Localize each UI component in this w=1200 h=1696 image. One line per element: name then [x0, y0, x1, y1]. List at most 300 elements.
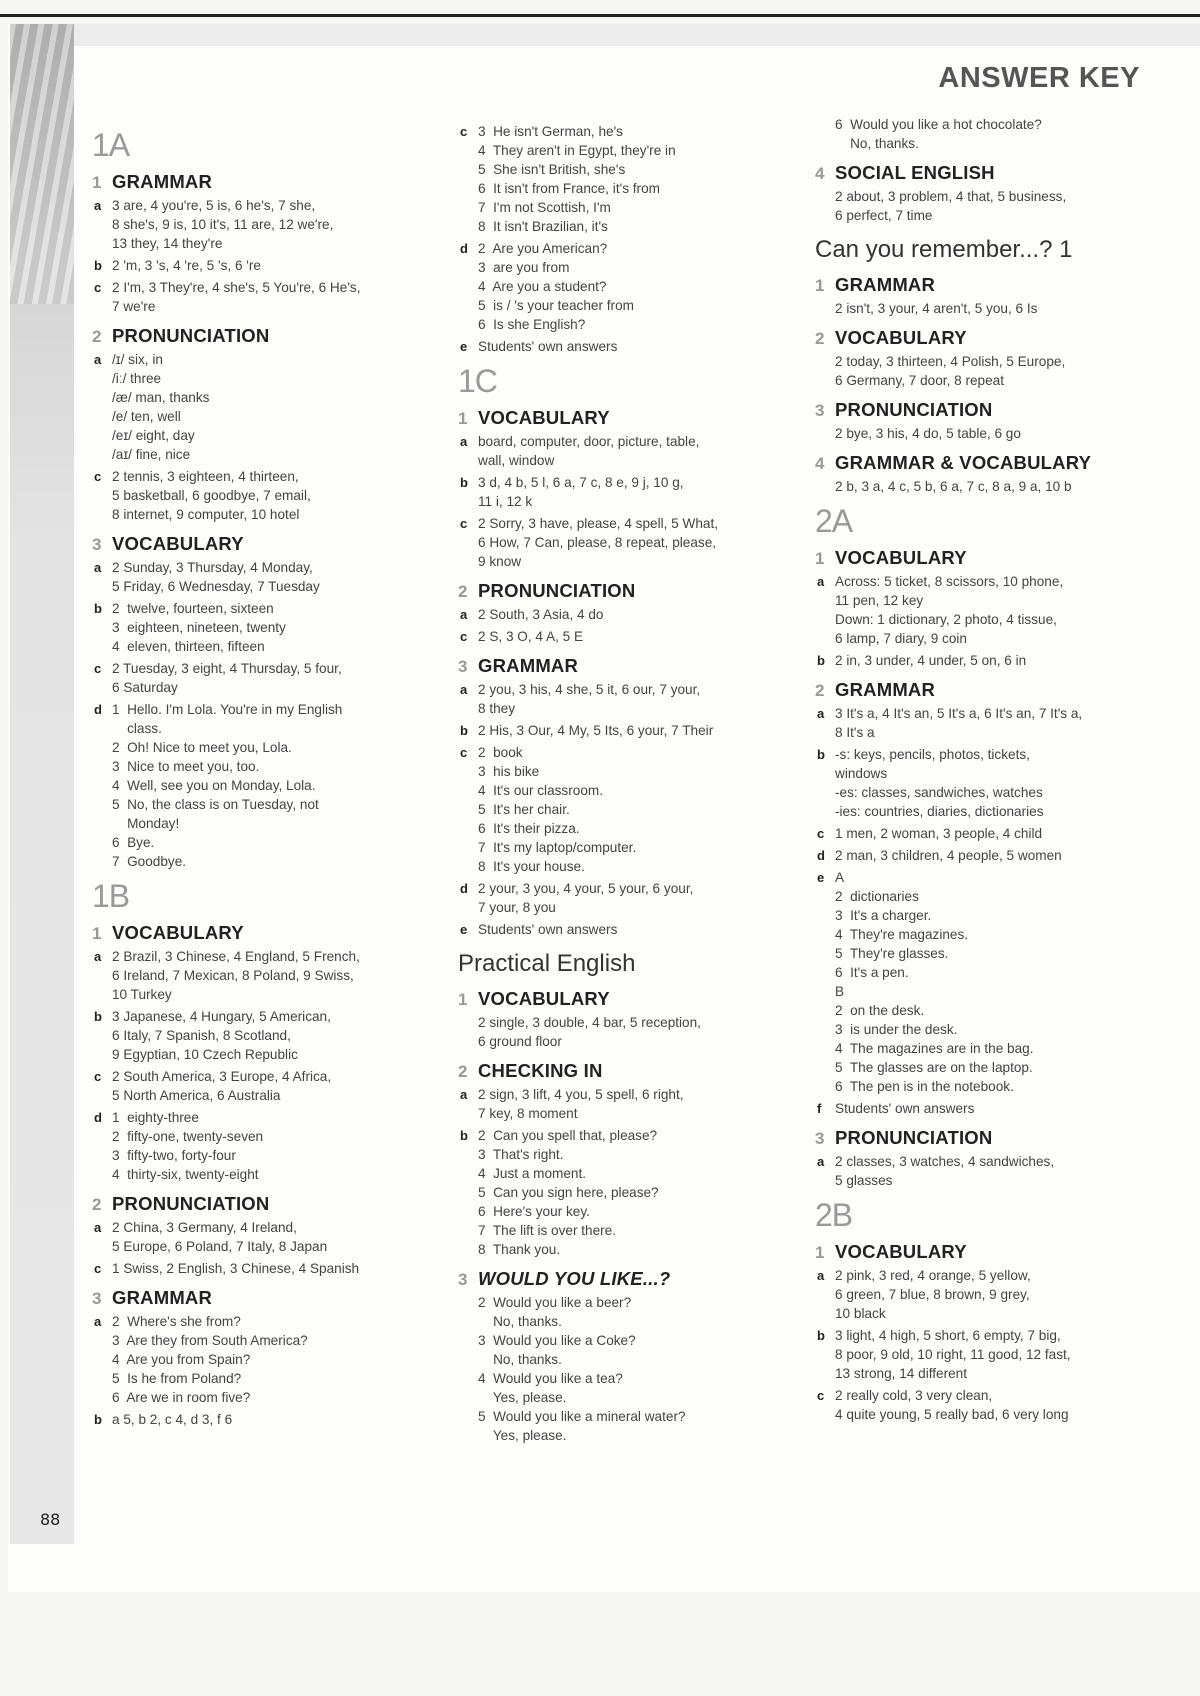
section-label: VOCABULARY — [835, 1241, 967, 1262]
exercise-body — [835, 846, 1155, 865]
answer-line: 2 S, 3 O, 4 A, 5 E — [478, 629, 584, 644]
answer-line: 5 The glasses are on the laptop. — [835, 1060, 1033, 1075]
answer-line: 4 Would you like a tea? — [478, 1371, 623, 1386]
answer-line: 2 about, 3 problem, 4 that, 5 business, — [835, 189, 1067, 204]
answer-block — [478, 1293, 778, 1445]
exercise-letter: b — [94, 258, 102, 273]
exercise-body — [478, 680, 778, 718]
answer-line: 4 eleven, thirteen, fifteen — [112, 639, 265, 654]
answer-line: 9 Egyptian, 10 Czech Republic — [112, 1047, 298, 1062]
answer-line: 5 basketball, 6 goodbye, 7 email, — [112, 488, 311, 503]
section-number: 1 — [815, 276, 825, 295]
section-number: 2 — [815, 681, 825, 700]
answer-line: 13 they, 14 they're — [112, 236, 223, 251]
section-label: GRAMMAR — [835, 274, 936, 295]
answer-line: -s: keys, pencils, photos, tickets, — [835, 747, 1030, 762]
answer-line: 2 you, 3 his, 4 she, 5 it, 6 our, 7 your, — [478, 682, 701, 697]
section-number: 1 — [458, 990, 468, 1009]
exercise-letter: a — [460, 607, 468, 622]
answer-block — [478, 1013, 778, 1051]
answer-block — [835, 187, 1155, 225]
answer-line: 5 Europe, 6 Poland, 7 Italy, 8 Japan — [112, 1239, 328, 1254]
answer-line: 1 eighty-three — [112, 1110, 199, 1125]
exercise-body — [112, 599, 422, 656]
exercise-body — [112, 659, 422, 697]
section-number: 3 — [92, 1289, 102, 1308]
answer-line: 4 Are you a student? — [478, 279, 607, 294]
section-number: 2 — [458, 582, 468, 601]
page-number: 88 — [40, 1510, 61, 1529]
exercise-letter: b — [94, 601, 102, 616]
answer-line: 6 green, 7 blue, 8 brown, 9 grey, — [835, 1287, 1030, 1302]
answer-line: 10 Turkey — [112, 987, 172, 1002]
answer-line: a 5, b 2, c 4, d 3, f 6 — [112, 1412, 233, 1427]
exercise-body — [478, 1126, 778, 1259]
exercise-letter: c — [460, 745, 468, 760]
answer-line: 2 single, 3 double, 4 bar, 5 reception, — [478, 1015, 701, 1030]
exercise-letter: a — [460, 682, 468, 697]
answer-line: 2 Are you American? — [478, 241, 608, 256]
exercise — [92, 947, 422, 1004]
exercise-letter: a — [817, 1268, 825, 1283]
answer-line: 2 isn't, 3 your, 4 aren't, 5 you, 6 Is — [835, 301, 1038, 316]
exercise-body — [478, 514, 778, 571]
exercise-body — [112, 196, 422, 253]
answer-line: 2 really cold, 3 very clean, — [835, 1388, 993, 1403]
answer-line: 5 It's her chair. — [478, 802, 570, 817]
exercise — [458, 627, 778, 646]
answer-line: 6 Germany, 7 door, 8 repeat — [835, 373, 1005, 388]
exercise — [92, 1218, 422, 1256]
section-heading — [815, 328, 1155, 348]
exercise-letter: d — [460, 241, 468, 256]
exercise-letter: c — [94, 469, 102, 484]
section-number: 3 — [458, 657, 468, 676]
exercise — [815, 1326, 1155, 1383]
section-label: GRAMMAR — [478, 655, 579, 676]
section-number: 3 — [92, 535, 102, 554]
section-heading — [458, 408, 778, 428]
exercise — [92, 558, 422, 596]
exercise-letter: d — [460, 881, 468, 896]
answer-line: 2 your, 3 you, 4 your, 5 your, 6 your, — [478, 881, 694, 896]
column-3 — [815, 115, 1155, 1427]
exercise-body — [835, 1099, 1155, 1118]
exercise-letter: a — [94, 949, 102, 964]
exercise — [458, 721, 778, 740]
answer-line: 13 strong, 14 different — [835, 1366, 968, 1381]
answer-line: 2 South, 3 Asia, 4 do — [478, 607, 604, 622]
unit-heading: 1C — [458, 363, 497, 399]
section-heading — [815, 163, 1155, 183]
exercise-letter: c — [94, 661, 102, 676]
exercise-letter: a — [94, 198, 102, 213]
section-heading — [815, 400, 1155, 420]
answer-line: /e/ ten, well — [112, 409, 181, 424]
answer-line: 2 twelve, fourteen, sixteen — [112, 601, 274, 616]
unit-heading: 1B — [92, 878, 130, 914]
answer-line: 2 dictionaries — [835, 889, 919, 904]
exercise — [458, 743, 778, 876]
exercise-body — [112, 1007, 422, 1064]
answer-line: 2 Can you spell that, please? — [478, 1128, 658, 1143]
answer-line: 8 It isn't Brazilian, it's — [478, 219, 608, 234]
exercise-body — [112, 278, 422, 316]
unit-heading: 1A — [92, 127, 130, 163]
answer-line: 4 The magazines are in the bag. — [835, 1041, 1034, 1056]
answer-line: 5 They're glasses. — [835, 946, 949, 961]
section-label: VOCABULARY — [478, 407, 610, 428]
answer-line: 2 South America, 3 Europe, 4 Africa, — [112, 1069, 332, 1084]
answer-line: 2 tennis, 3 eighteen, 4 thirteen, — [112, 469, 299, 484]
section-label: WOULD YOU LIKE...? — [478, 1268, 671, 1289]
answer-line: 3 d, 4 b, 5 l, 6 a, 7 c, 8 e, 9 j, 10 g, — [478, 475, 684, 490]
answer-line: 3 Japanese, 4 Hungary, 5 American, — [112, 1009, 331, 1024]
exercise-body — [112, 1259, 422, 1278]
unit-heading: 2B — [815, 1197, 853, 1233]
section-heading — [458, 656, 778, 676]
exercise-body — [835, 868, 1155, 1096]
answer-line: 2 I'm, 3 They're, 4 she's, 5 You're, 6 He's, — [112, 280, 361, 295]
section-heading — [458, 1269, 778, 1289]
answer-line: 1 Swiss, 2 English, 3 Chinese, 4 Spanish — [112, 1261, 360, 1276]
answer-line: 2 today, 3 thirteen, 4 Polish, 5 Europe, — [835, 354, 1066, 369]
answer-line: 6 Bye. — [112, 835, 155, 850]
section-heading — [92, 923, 422, 943]
exercise-letter: a — [817, 706, 825, 721]
answer-line: 8 she's, 9 is, 10 it's, 11 are, 12 we're, — [112, 217, 334, 232]
answer-block — [835, 352, 1155, 390]
answer-line: 4 They're magazines. — [835, 927, 969, 942]
exercise — [92, 350, 422, 464]
section-title: Practical English — [458, 950, 636, 977]
exercise-body — [112, 256, 422, 275]
answer-line: 2 on the desk. — [835, 1003, 925, 1018]
section-heading — [815, 275, 1155, 295]
answer-line: /iː/ three — [112, 371, 162, 386]
answer-line: 7 we're — [112, 299, 156, 314]
answer-line: /ɪ/ six, in — [112, 352, 163, 367]
exercise — [815, 572, 1155, 648]
answer-line: 2 pink, 3 red, 4 orange, 5 yellow, — [835, 1268, 1031, 1283]
answer-block — [835, 115, 1155, 153]
exercise — [458, 879, 778, 917]
answer-block — [835, 424, 1155, 443]
exercise — [815, 1152, 1155, 1190]
exercise-letter: d — [94, 1110, 102, 1125]
answer-line: 7 key, 8 moment — [478, 1106, 578, 1121]
answer-line: 4 quite young, 5 really bad, 6 very long — [835, 1407, 1069, 1422]
exercise — [92, 599, 422, 656]
section-heading — [92, 1288, 422, 1308]
answer-line: 8 they — [478, 701, 516, 716]
answer-line: 10 black — [835, 1306, 886, 1321]
exercise-letter: b — [460, 475, 468, 490]
section-heading — [458, 989, 778, 1009]
answer-line: 6 It's their pizza. — [478, 821, 580, 836]
answer-line: 3 Are they from South America? — [112, 1333, 308, 1348]
section-label: GRAMMAR — [112, 1287, 213, 1308]
answer-line: 4 It's our classroom. — [478, 783, 603, 798]
exercise-letter: b — [94, 1412, 102, 1427]
exercise-body — [112, 947, 422, 1004]
section-label: VOCABULARY — [478, 988, 610, 1009]
exercise — [92, 196, 422, 253]
section-label: VOCABULARY — [835, 547, 967, 568]
section-label: PRONUNCIATION — [835, 399, 993, 420]
section-number: 2 — [92, 1195, 102, 1214]
answer-line: 4 thirty-six, twenty-eight — [112, 1167, 259, 1182]
exercise-body — [478, 432, 778, 470]
exercise-letter: b — [817, 747, 825, 762]
section-heading — [815, 453, 1155, 473]
section-label: PRONUNCIATION — [478, 580, 636, 601]
answer-line: 2 in, 3 under, 4 under, 5 on, 6 in — [835, 653, 1027, 668]
exercise — [815, 868, 1155, 1096]
section-number: 2 — [92, 327, 102, 346]
exercise — [815, 745, 1155, 821]
section-label: PRONUNCIATION — [112, 325, 270, 346]
exercise — [458, 337, 778, 356]
answer-line: 2 book — [478, 745, 523, 760]
section-title: Can you remember...? 1 — [815, 236, 1073, 263]
section-number: 3 — [458, 1270, 468, 1289]
answer-line: -es: classes, sandwiches, watches — [835, 785, 1043, 800]
answer-line: 8 internet, 9 computer, 10 hotel — [112, 507, 300, 522]
answer-line: 2 Oh! Nice to meet you, Lola. — [112, 740, 292, 755]
section-label: CHECKING IN — [478, 1060, 603, 1081]
answer-line: 6 Ireland, 7 Mexican, 8 Poland, 9 Swiss, — [112, 968, 354, 983]
exercise — [92, 1259, 422, 1278]
exercise-body — [478, 605, 778, 624]
answer-line: 11 pen, 12 key — [835, 593, 924, 608]
answer-line: 3 are you from — [478, 260, 570, 275]
exercise-body — [112, 700, 422, 871]
answer-line: Down: 1 dictionary, 2 photo, 4 tissue, — [835, 612, 1057, 627]
exercise — [815, 846, 1155, 865]
answer-line: 2 China, 3 Germany, 4 Ireland, — [112, 1220, 297, 1235]
answer-line: 3 It's a charger. — [835, 908, 932, 923]
exercise — [92, 659, 422, 697]
exercise — [458, 432, 778, 470]
answer-line: 3 fifty-two, forty-four — [112, 1148, 236, 1163]
exercise-letter: c — [460, 516, 468, 531]
answer-line: 5 glasses — [835, 1173, 893, 1188]
answer-line: 6 Would you like a hot chocolate? — [835, 117, 1042, 132]
column-2 — [458, 120, 778, 1445]
exercise-letter: c — [94, 1261, 102, 1276]
section-heading — [815, 1242, 1155, 1262]
answer-line: /aɪ/ fine, nice — [112, 447, 191, 462]
answer-line: 11 i, 12 k — [478, 494, 533, 509]
answer-line: Yes, please. — [478, 1390, 567, 1405]
exercise — [458, 514, 778, 571]
exercise-body — [835, 824, 1155, 843]
exercise — [458, 1085, 778, 1123]
answer-line: 2 man, 3 children, 4 people, 5 women — [835, 848, 1062, 863]
section-number: 4 — [815, 454, 825, 473]
answer-line: 5 Would you like a mineral water? — [478, 1409, 686, 1424]
exercise-body — [112, 1312, 422, 1407]
answer-line: 2 Sunday, 3 Thursday, 4 Monday, — [112, 560, 313, 575]
section-label: VOCABULARY — [112, 533, 244, 554]
answer-line: board, computer, door, picture, table, — [478, 434, 700, 449]
answer-line: 7 Goodbye. — [112, 854, 187, 869]
exercise-body — [478, 239, 778, 334]
answer-line: 1 men, 2 woman, 3 people, 4 child — [835, 826, 1043, 841]
answer-line: 3 are, 4 you're, 5 is, 6 he's, 7 she, — [112, 198, 316, 213]
answer-line: 2 Brazil, 3 Chinese, 4 England, 5 French, — [112, 949, 360, 964]
answer-block — [835, 299, 1155, 318]
section-number: 2 — [815, 329, 825, 348]
exercise-body — [835, 1326, 1155, 1383]
exercise-letter: a — [817, 1154, 825, 1169]
answer-line: 5 Is he from Poland? — [112, 1371, 242, 1386]
section-number: 1 — [92, 173, 102, 192]
exercise-body — [478, 920, 778, 939]
exercise-letter: c — [94, 1069, 102, 1084]
section-heading — [815, 680, 1155, 700]
exercise — [92, 1312, 422, 1407]
section-label: PRONUNCIATION — [112, 1193, 270, 1214]
answer-line: 6 lamp, 7 diary, 9 coin — [835, 631, 967, 646]
exercise — [815, 1266, 1155, 1323]
answer-line: 2 Would you like a beer? — [478, 1295, 632, 1310]
answer-line: 3 eighteen, nineteen, twenty — [112, 620, 286, 635]
answer-line: 2 'm, 3 's, 4 're, 5 's, 6 're — [112, 258, 261, 273]
exercise-letter: b — [460, 1128, 468, 1143]
page-title: ANSWER KEY — [938, 62, 1140, 94]
answer-line: 9 know — [478, 554, 522, 569]
exercise-letter: a — [460, 1087, 468, 1102]
answer-line: 6 It isn't from France, it's from — [478, 181, 660, 196]
answer-line: 6 ground floor — [478, 1034, 562, 1049]
answer-line: 5 She isn't British, she's — [478, 162, 626, 177]
answer-line: No, thanks. — [835, 136, 919, 151]
answer-line: 2 bye, 3 his, 4 do, 5 table, 6 go — [835, 426, 1021, 441]
unit-heading: 2A — [815, 503, 853, 539]
exercise — [458, 473, 778, 511]
exercise — [92, 700, 422, 871]
exercise-letter: a — [94, 1314, 102, 1329]
answer-line: 6 perfect, 7 time — [835, 208, 933, 223]
exercise — [92, 1108, 422, 1184]
answer-line: 4 Just a moment. — [478, 1166, 587, 1181]
exercise — [458, 239, 778, 334]
answer-line: 1 Hello. I'm Lola. You're in my English — [112, 702, 343, 717]
answer-line: 5 Friday, 6 Wednesday, 7 Tuesday — [112, 579, 320, 594]
answer-line: No, thanks. — [478, 1314, 562, 1329]
answer-line: 6 Saturday — [112, 680, 178, 695]
answer-line: Monday! — [112, 816, 180, 831]
exercise-body — [112, 467, 422, 524]
answer-line: /eɪ/ eight, day — [112, 428, 195, 443]
answer-line: -ies: countries, diaries, dictionaries — [835, 804, 1044, 819]
section-heading — [815, 1128, 1155, 1148]
exercise-letter: c — [460, 124, 468, 139]
section-number: 1 — [815, 549, 825, 568]
exercise-letter: b — [460, 723, 468, 738]
answer-line: 6 Italy, 7 Spanish, 8 Scotland, — [112, 1028, 291, 1043]
column-1 — [92, 120, 422, 1432]
exercise-body — [112, 1218, 422, 1256]
section-label: VOCABULARY — [835, 327, 967, 348]
answer-line: 7 I'm not Scottish, I'm — [478, 200, 611, 215]
exercise — [815, 1386, 1155, 1424]
answer-line: No, thanks. — [478, 1352, 562, 1367]
answer-block — [835, 477, 1155, 496]
answer-line: Across: 5 ticket, 8 scissors, 10 phone, — [835, 574, 1064, 589]
answer-line: 7 The lift is over there. — [478, 1223, 617, 1238]
section-number: 1 — [815, 1243, 825, 1262]
answer-line: 3 Would you like a Coke? — [478, 1333, 636, 1348]
answer-line: 6 It's a pen. — [835, 965, 909, 980]
exercise-letter: c — [817, 826, 825, 841]
exercise-letter: b — [817, 653, 825, 668]
answer-line: 4 Well, see you on Monday, Lola. — [112, 778, 316, 793]
answer-line: 3 He isn't German, he's — [478, 124, 623, 139]
section-heading — [92, 534, 422, 554]
section-heading — [92, 326, 422, 346]
answer-line: windows — [835, 766, 888, 781]
exercise-letter: b — [817, 1328, 825, 1343]
left-margin-pattern — [10, 24, 74, 304]
section-heading — [92, 1194, 422, 1214]
exercise-letter: f — [817, 1101, 822, 1116]
answer-line: 6 The pen is in the notebook. — [835, 1079, 1014, 1094]
answer-line: Students' own answers — [835, 1101, 975, 1116]
answer-line: 6 Are we in room five? — [112, 1390, 251, 1405]
exercise-body — [112, 1410, 422, 1429]
exercise-letter: a — [94, 560, 102, 575]
exercise-body — [478, 1085, 778, 1123]
answer-line: 3 It's a, 4 It's an, 5 It's a, 6 It's an, 7 It's a, — [835, 706, 1083, 721]
answer-line: 3 his bike — [478, 764, 540, 779]
exercise-letter: d — [94, 702, 102, 717]
answer-line: Yes, please. — [478, 1428, 567, 1443]
exercise — [815, 1099, 1155, 1118]
answer-line: 3 is under the desk. — [835, 1022, 958, 1037]
exercise-letter: d — [817, 848, 825, 863]
section-heading — [815, 548, 1155, 568]
exercise-body — [112, 558, 422, 596]
answer-line: 2 Sorry, 3 have, please, 4 spell, 5 What, — [478, 516, 719, 531]
answer-line: 5 North America, 6 Australia — [112, 1088, 281, 1103]
answer-line: Students' own answers — [478, 339, 618, 354]
exercise-body — [835, 745, 1155, 821]
section-label: VOCABULARY — [112, 922, 244, 943]
exercise-body — [112, 1067, 422, 1105]
exercise — [92, 278, 422, 316]
section-label: GRAMMAR & VOCABULARY — [835, 452, 1092, 473]
exercise-letter: c — [817, 1388, 825, 1403]
header-band — [74, 24, 1200, 46]
exercise — [92, 1410, 422, 1429]
exercise-body — [835, 1386, 1155, 1424]
exercise-letter: a — [817, 574, 825, 589]
answer-line: 8 Thank you. — [478, 1242, 561, 1257]
answer-line: 2 fifty-one, twenty-seven — [112, 1129, 264, 1144]
section-heading — [458, 581, 778, 601]
exercise-letter: c — [460, 629, 468, 644]
exercise — [458, 1126, 778, 1259]
answer-line: 2 Tuesday, 3 eight, 4 Thursday, 5 four, — [112, 661, 342, 676]
answer-line: 2 sign, 3 lift, 4 you, 5 spell, 6 right, — [478, 1087, 684, 1102]
section-number: 1 — [458, 409, 468, 428]
exercise — [92, 1007, 422, 1064]
exercise-body — [835, 572, 1155, 648]
exercise-letter: e — [817, 870, 825, 885]
